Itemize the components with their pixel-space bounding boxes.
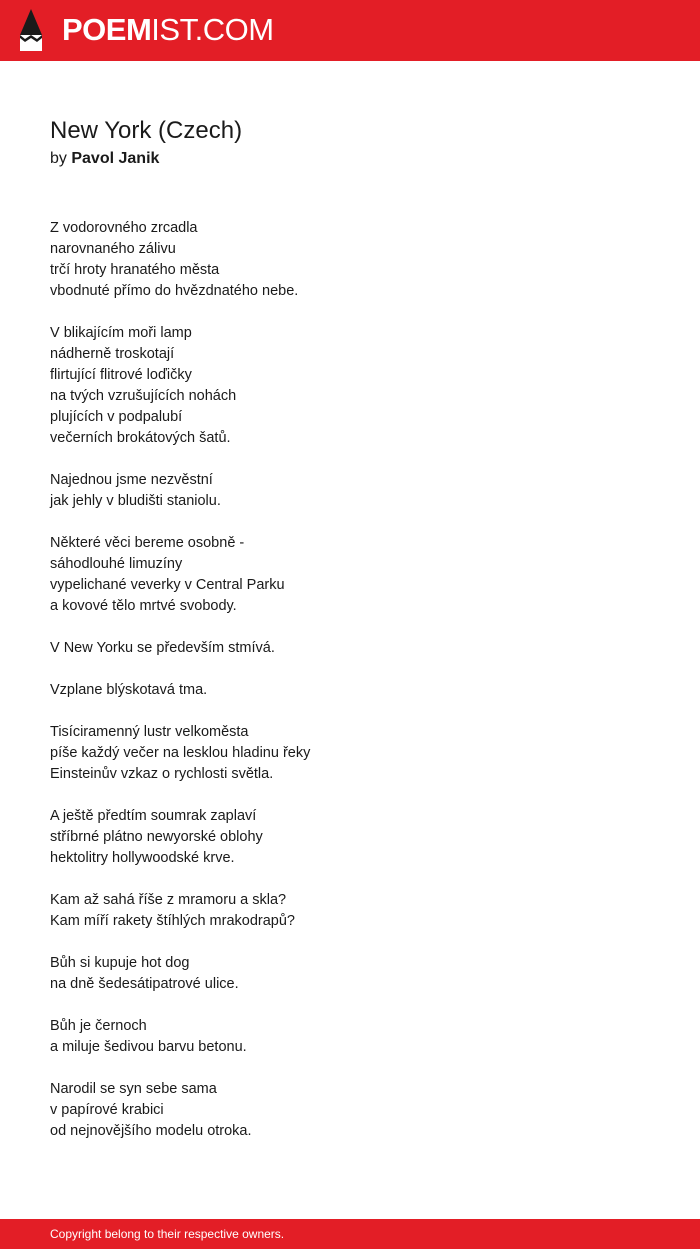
poem-line: na tvých vzrušujících nohách [50,388,237,404]
poem-line: sáhodlouhé limuzíny [50,556,183,572]
poem-line: jak jehly v bludišti staniolu. [50,493,221,509]
poem-line: Kam míří rakety štíhlých mrakodrapů? [50,913,295,929]
poem-line: nádherně troskotají [50,346,175,362]
poem-line: od nejnovějšího modelu otroka. [50,1123,252,1139]
poem-line: flirtující flitrové loďičky [50,367,192,383]
poem-stanza [50,1016,650,1058]
poem-line: trčí hroty hranatého města [50,262,220,278]
header-bar [0,0,700,61]
pencil-tip-icon[interactable] [18,9,44,51]
footer-bar [0,1219,700,1249]
poem-line: Bůh je černoch [50,1018,147,1034]
brand-bold-text: POEM [62,12,152,47]
poem-line: v papírové krabici [50,1102,164,1118]
poem-line: Tisíciramenný lustr velkoměsta [50,724,249,740]
copyright-text: Copyright belong to their respective owners. [50,1227,285,1241]
poem-stanza [50,680,650,701]
poem-line: večerních brokátových šatů. [50,430,231,446]
poem-line: Narodil se syn sebe sama [50,1081,217,1097]
poem-stanza [50,638,650,659]
poem-stanza [50,722,650,785]
poem-line: V New Yorku se především stmívá. [50,640,275,656]
poem-line: a miluje šedivou barvu betonu. [50,1039,247,1055]
poem-line: Vzplane blýskotavá tma. [50,682,208,698]
poem-line: stříbrné plátno newyorské oblohy [50,829,263,845]
poem-line: plujících v podpalubí [50,409,183,425]
poem-stanza [50,806,650,869]
poem-line: vypelichané veverky v Central Parku [50,577,285,593]
poem-line: A ještě předtím soumrak zaplaví [50,808,257,824]
poem-stanza [50,1079,650,1142]
poem-stanza [50,470,650,512]
poem-line: a kovové tělo mrtvé svobody. [50,598,237,614]
poem-line: vbodnuté přímo do hvězdnatého nebe. [50,283,299,299]
brand-light-text: IST.COM [151,12,274,47]
poem-line: Einsteinův vzkaz o rychlosti světla. [50,766,274,782]
poem-line: hektolitry hollywoodské krve. [50,850,235,866]
poem-title: New York (Czech) [50,117,243,144]
author-name: Pavol Janik [71,150,160,167]
poem-stanza [50,953,650,995]
site-logo-wordmark[interactable] [62,12,274,48]
poem-stanza [50,890,650,932]
poem-line: V blikajícím moři lamp [50,325,192,341]
poem-body [50,218,650,1163]
poem-line: Některé věci bereme osobně - [50,535,245,551]
poem-line: na dně šedesátipatrové ulice. [50,976,239,992]
poem-line: píše každý večer na lesklou hladinu řeky [50,745,311,761]
by-label: by [50,150,67,167]
poem-line: Najednou jsme nezvěstní [50,472,213,488]
poem-line: narovnaného zálivu [50,241,176,257]
poem-stanza [50,323,650,449]
poem-line: Z vodorovného zrcadla [50,220,198,236]
poem-stanza [50,218,650,302]
poem-line: Kam až sahá říše z mramoru a skla? [50,892,287,908]
poem-line: Bůh si kupuje hot dog [50,955,190,971]
poem-stanza [50,533,650,617]
poem-byline [50,148,159,170]
